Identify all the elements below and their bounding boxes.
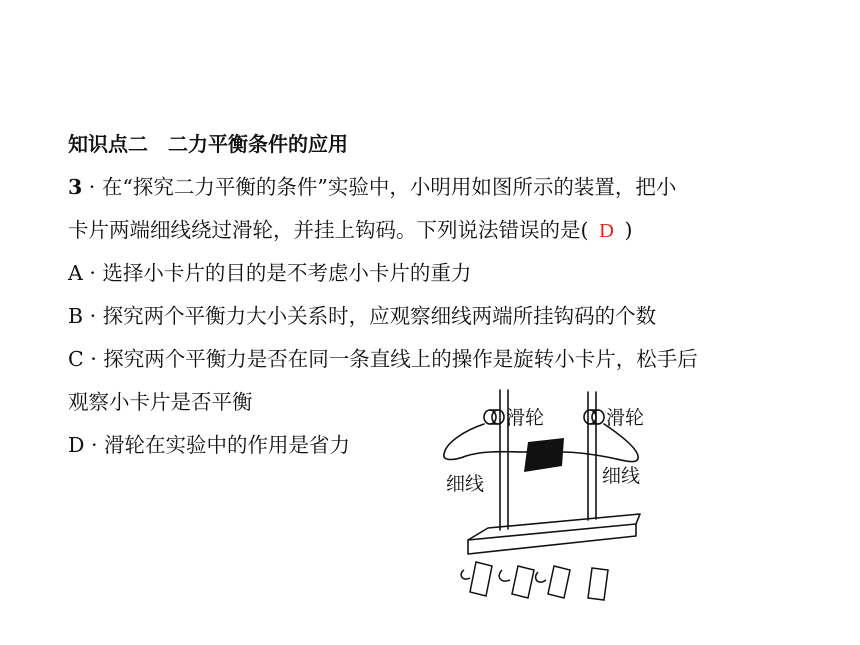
question-number: 3	[68, 175, 83, 199]
thread-left-label: 细线	[446, 473, 485, 495]
option-text: 滑轮在实验中的作用是省力	[104, 433, 350, 457]
stem-text-1: 在“探究二力平衡的条件”实验中，小明用如图所示的装置，把小	[101, 175, 677, 199]
base-board	[468, 524, 636, 554]
hooked-weights	[461, 562, 608, 600]
option-letter: A	[68, 261, 83, 285]
option-a: A · 选择小卡片的目的是不考虑小卡片的重力	[68, 261, 472, 285]
stem-text-2: 卡片两端细线绕过滑轮，并挂上钩码。下列说法错误的是(	[68, 218, 589, 242]
card-icon	[524, 438, 564, 472]
stem-close-paren: )	[624, 218, 633, 242]
weight-icon	[588, 568, 608, 600]
option-c: C · 探究两个平衡力是否在同一条直线上的操作是旋转小卡片，松手后	[68, 347, 698, 371]
option-text: 观察小卡片是否平衡	[68, 390, 253, 414]
weight-icon	[512, 566, 534, 598]
base-top	[468, 514, 640, 540]
option-text: 选择小卡片的目的是不考虑小卡片的重力	[102, 261, 472, 285]
option-letter: D	[68, 433, 85, 457]
pulley-right-label: 滑轮	[606, 407, 645, 429]
thread-right-label: 细线	[602, 465, 641, 487]
answer-mark: D	[599, 220, 614, 242]
weight-icon	[470, 562, 492, 596]
option-c-continued	[68, 388, 253, 416]
question-stem-line-2	[68, 216, 633, 245]
question-stem-line-1	[68, 173, 676, 201]
section-heading: 知识点二 二力平衡条件的应用	[68, 132, 348, 156]
option-letter: B	[68, 304, 84, 328]
option-text: 探究两个平衡力是否在同一条直线上的操作是旋转小卡片，松手后	[103, 347, 698, 371]
thread-left	[444, 424, 526, 460]
weight-icon	[548, 566, 570, 598]
option-letter: C	[68, 347, 84, 371]
pulley-left-label: 滑轮	[506, 407, 545, 429]
number-separator: ·	[88, 175, 96, 199]
option-b: B · 探究两个平衡力大小关系时，应观察细线两端所挂钩码的个数	[68, 304, 657, 328]
option-d: D · 滑轮在实验中的作用是省力	[68, 433, 350, 457]
option-text: 探究两个平衡力大小关系时，应观察细线两端所挂钩码的个数	[102, 304, 657, 328]
thread-right	[562, 424, 638, 462]
apparatus-figure	[436, 380, 652, 612]
